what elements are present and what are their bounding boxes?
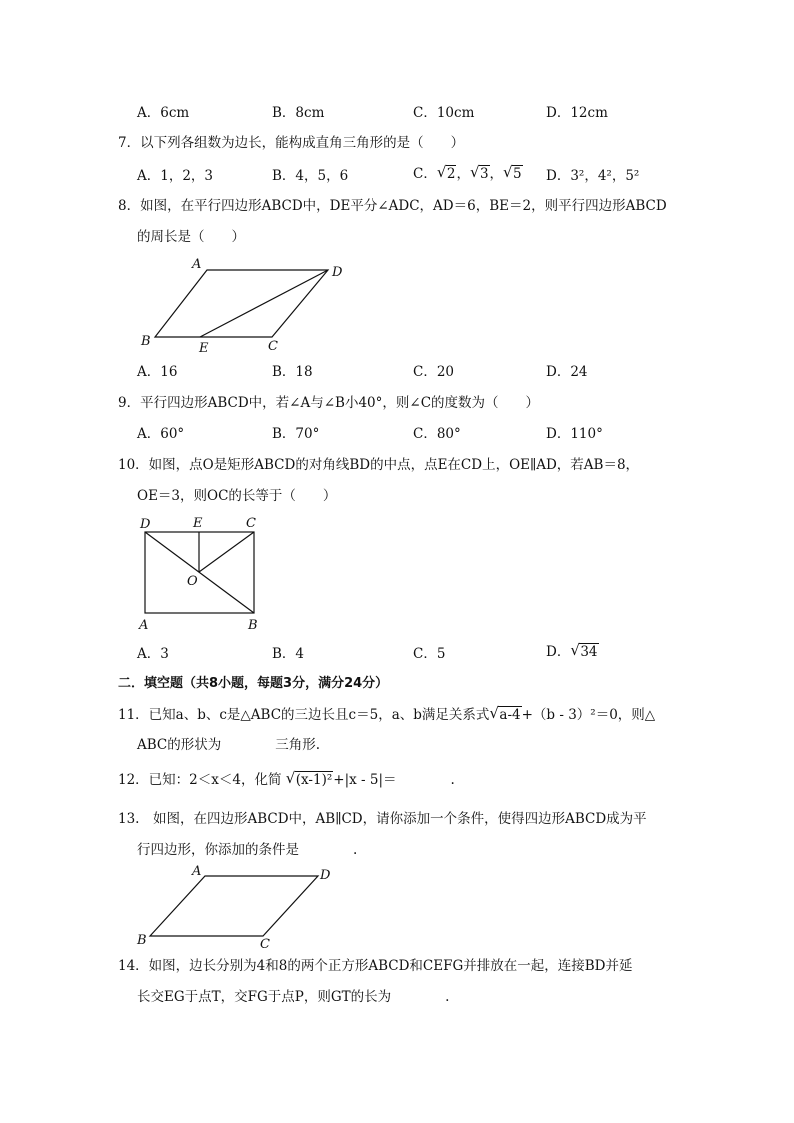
q9-stem: 9．平行四边形ABCD中，若∠A与∠B小40°，则∠C的度数为（ ） [118,395,540,411]
q14-stem-line1: 14．如图，边长分别为4和8的两个正方形ABCD和CEFG并排放在一起，连接BD并延 [118,958,633,974]
q8-label-d: D [332,265,343,280]
q10-option-a: A．3 [137,646,169,662]
q7-option-a: A．1，2，3 [137,168,214,184]
q8-option-b: B．18 [272,364,313,380]
q7-option-c-label: C． [413,166,437,182]
q9-option-a: A．60° [137,426,185,442]
section-fill-in-title: 二．填空题（共8小题，每题3分，满分24分） [118,676,389,691]
sqrt-2: √ 2 [436,163,456,182]
q13-label-a: A [192,864,202,879]
q11-line2: ABC的形状为 三角形. [137,737,321,753]
q6-option-d: D．12cm [546,105,608,121]
q10-label-b: B [248,618,258,633]
q8-option-d: D．24 [546,364,588,380]
q13-stem-line2: 行四边形，你添加的条件是 . [137,842,358,858]
q10-option-b: B．4 [272,646,305,662]
q12-prefix: 12．已知：2＜x＜4，化简 [118,772,282,788]
q9-option-c: C．80° [413,426,461,442]
q9-option-d: D．110° [546,426,603,442]
q7-option-b: B．4，5，6 [272,168,349,184]
q10-option-c: C．5 [413,646,446,662]
q14-stem-line2: 长交EG于点T，交FG于点P，则GT的长为 . [137,989,450,1005]
q11-line1-text-b: +（b - 3）²＝0，则△ [521,707,656,723]
sqrt-3: √ 3 [469,163,489,182]
q8-label-a: A [192,257,202,272]
q13-label-b: B [137,933,147,948]
q13-label-d: D [320,868,331,883]
q8-option-a: A．16 [137,364,178,380]
q13-stem-line1: 13. 如图，在四边形ABCD中，AB∥CD，请你添加一个条件，使得四边形ABCD成为平 [118,811,647,827]
q8-stem-line2: 的周长是（ ） [137,229,245,245]
q8-label-e: E [199,341,209,356]
q11-line1-text-a: 11．已知a、b、c是△ABC的三边长且c＝5，a、b满足关系式 [118,707,490,723]
q10-label-c: C [246,516,256,531]
q6-option-c: C．10cm [413,105,475,121]
q7-option-d: D．3²，4²，5² [546,168,640,184]
q10-option-d-label: D． [546,644,571,660]
q6-option-a: A．6cm [137,105,190,121]
q10-label-o: O [187,574,198,589]
sqrt-x-minus-1-squared: √ (x-1)² [285,769,333,788]
q8-label-c: C [268,339,278,354]
q7-option-c: C． √ 2， √ 3， √ 5 [413,163,522,182]
q13-quadrilateral [150,876,318,936]
q10-label-d: D [140,517,151,532]
q10-label-a: A [139,618,149,633]
q10-label-e: E [193,516,203,531]
q7-stem: 7．以下列各组数为边长，能构成直角三角形的是（ ） [118,135,465,151]
q10-stem-line1: 10．如图，点O是矩形ABCD的对角线BD的中点，点E在CD上，OE∥AD，若AB＝8， [118,457,640,473]
q10-stem-line2: OE＝3，则OC的长等于（ ） [137,488,337,504]
q6-option-b: B．8cm [272,105,325,121]
q8-label-b: B [141,334,151,349]
q9-option-b: B．70° [272,426,320,442]
sqrt-34: √ 34 [570,641,598,660]
q13-label-c: C [260,937,270,952]
q12-suffix: +|x - 5|＝ . [333,772,455,788]
q8-stem-line1: 8．如图，在平行四边形ABCD中，DE平分∠ADC，AD＝6，BE＝2，则平行四边形ABCD [118,198,667,214]
sqrt-5: √ 5 [503,163,522,182]
q8-option-c: C．20 [413,364,455,380]
sqrt-a-minus-4: √ a-4 [489,704,521,723]
